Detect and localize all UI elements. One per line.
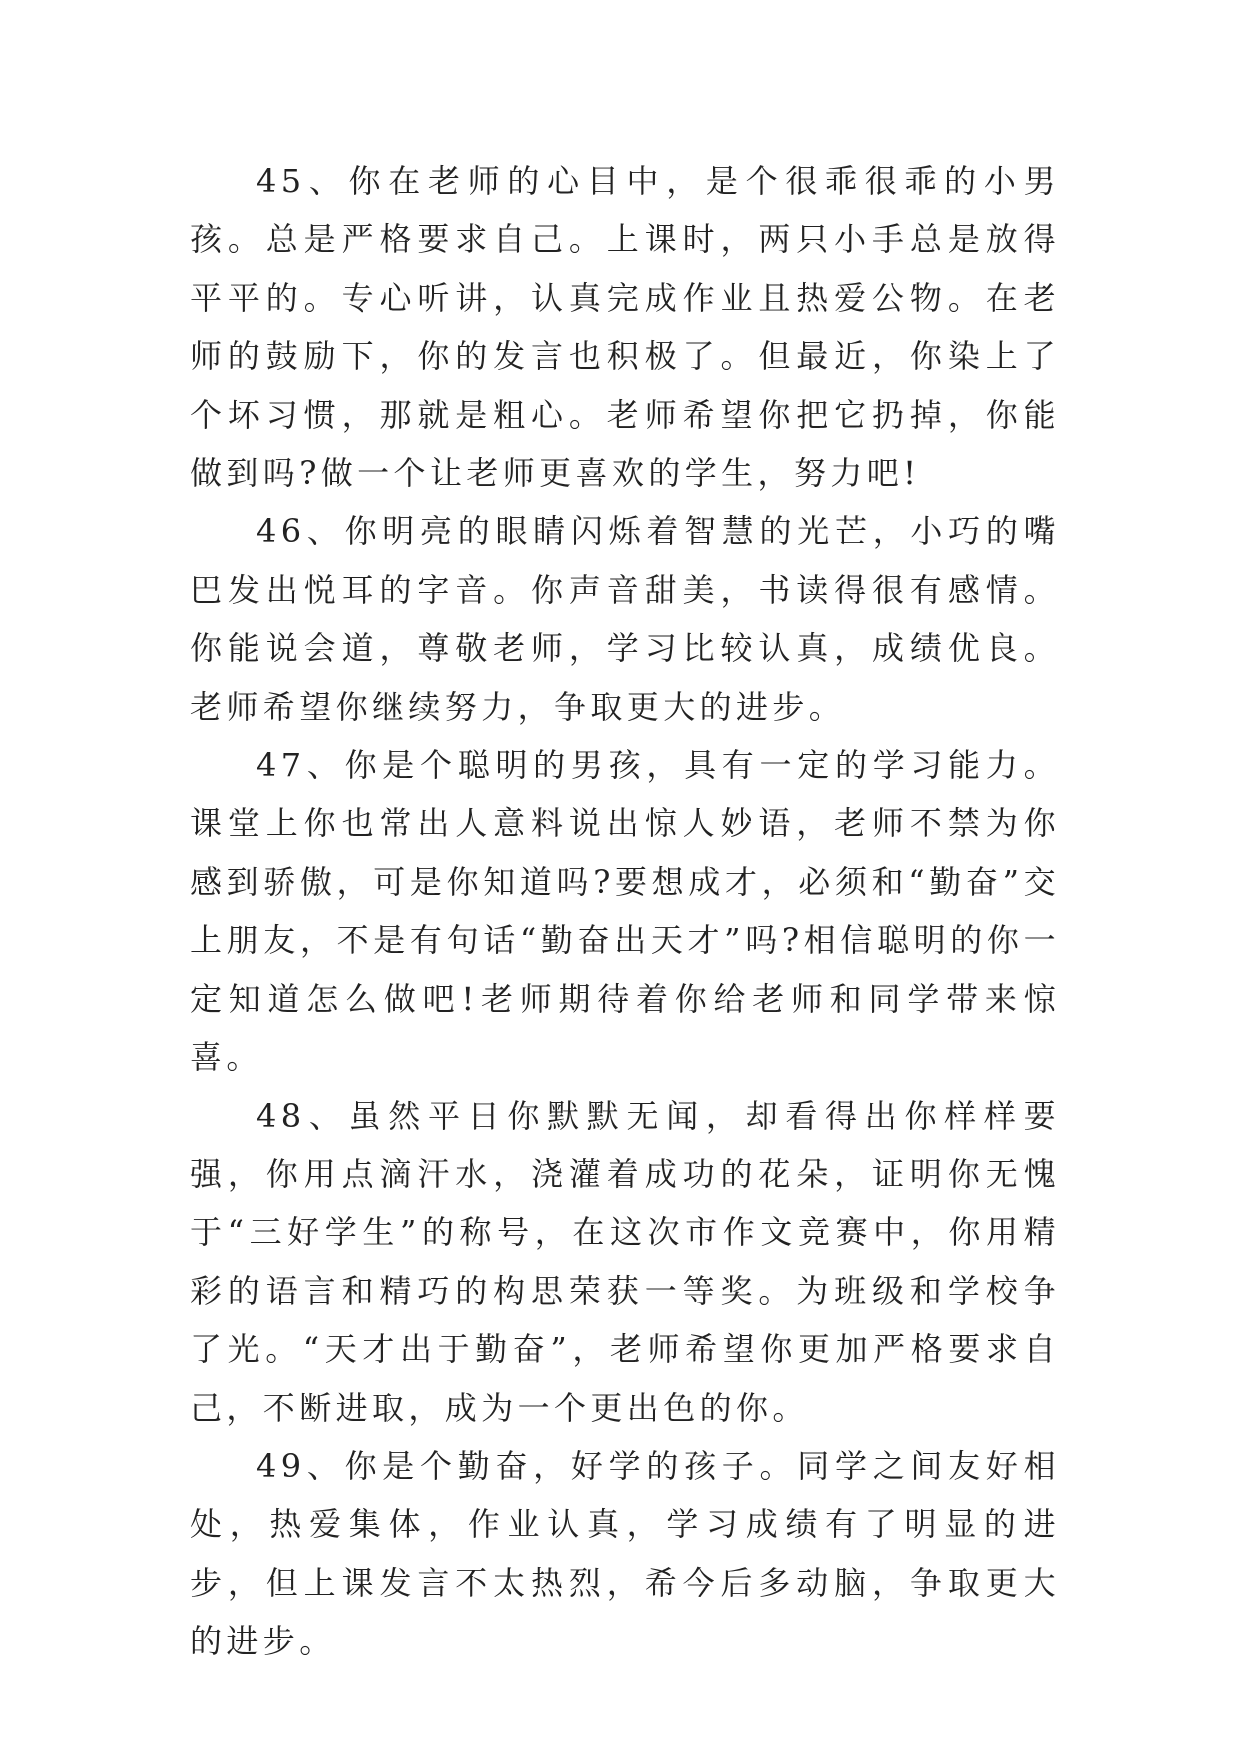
- comment-paragraph-47: 47、你是个聪明的男孩，具有一定的学习能力。课堂上你也常出人意料说出惊人妙语，老师不禁为你感到骄傲，可是你知道吗?要想成才，必须和“勤奋”交上朋友，不是有句话“勤奋出天才”吗?相信聪明的你一定知道怎么做吧!老师期待着你给老师和同学带来惊喜。: [190, 746, 1060, 1077]
- comment-paragraph-48: 48、虽然平日你默默无闻，却看得出你样样要强，你用点滴汗水，浇灌着成功的花朵，证明你无愧于“三好学生”的称号，在这次市作文竞赛中，你用精彩的语言和精巧的构思荣获一等奖。为班级和学校争了光。“天才出于勤奋”，老师希望你更加严格要求自己，不断进取，成为一个更出色的你。: [190, 1096, 1060, 1427]
- comment-paragraph-49: 49、你是个勤奋，好学的孩子。同学之间友好相处，热爱集体，作业认真，学习成绩有了明显的进步，但上课发言不太热烈，希今后多动脑，争取更大的进步。: [190, 1446, 1060, 1661]
- comment-paragraph-45: 45、你在老师的心目中，是个很乖很乖的小男孩。总是严格要求自己。上课时，两只小手总是放得平平的。专心听讲，认真完成作业且热爱公物。在老师的鼓励下，你的发言也积极了。但最近，你染上了个坏习惯，那就是粗心。老师希望你把它扔掉，你能做到吗?做一个让老师更喜欢的学生，努力吧!: [190, 162, 1060, 493]
- comment-paragraph-46: 46、你明亮的眼睛闪烁着智慧的光芒，小巧的嘴巴发出悦耳的字音。你声音甜美，书读得很有感情。你能说会道，尊敬老师，学习比较认真，成绩优良。老师希望你继续努力，争取更大的进步。: [190, 512, 1060, 726]
- document-body: [190, 152, 1060, 1671]
